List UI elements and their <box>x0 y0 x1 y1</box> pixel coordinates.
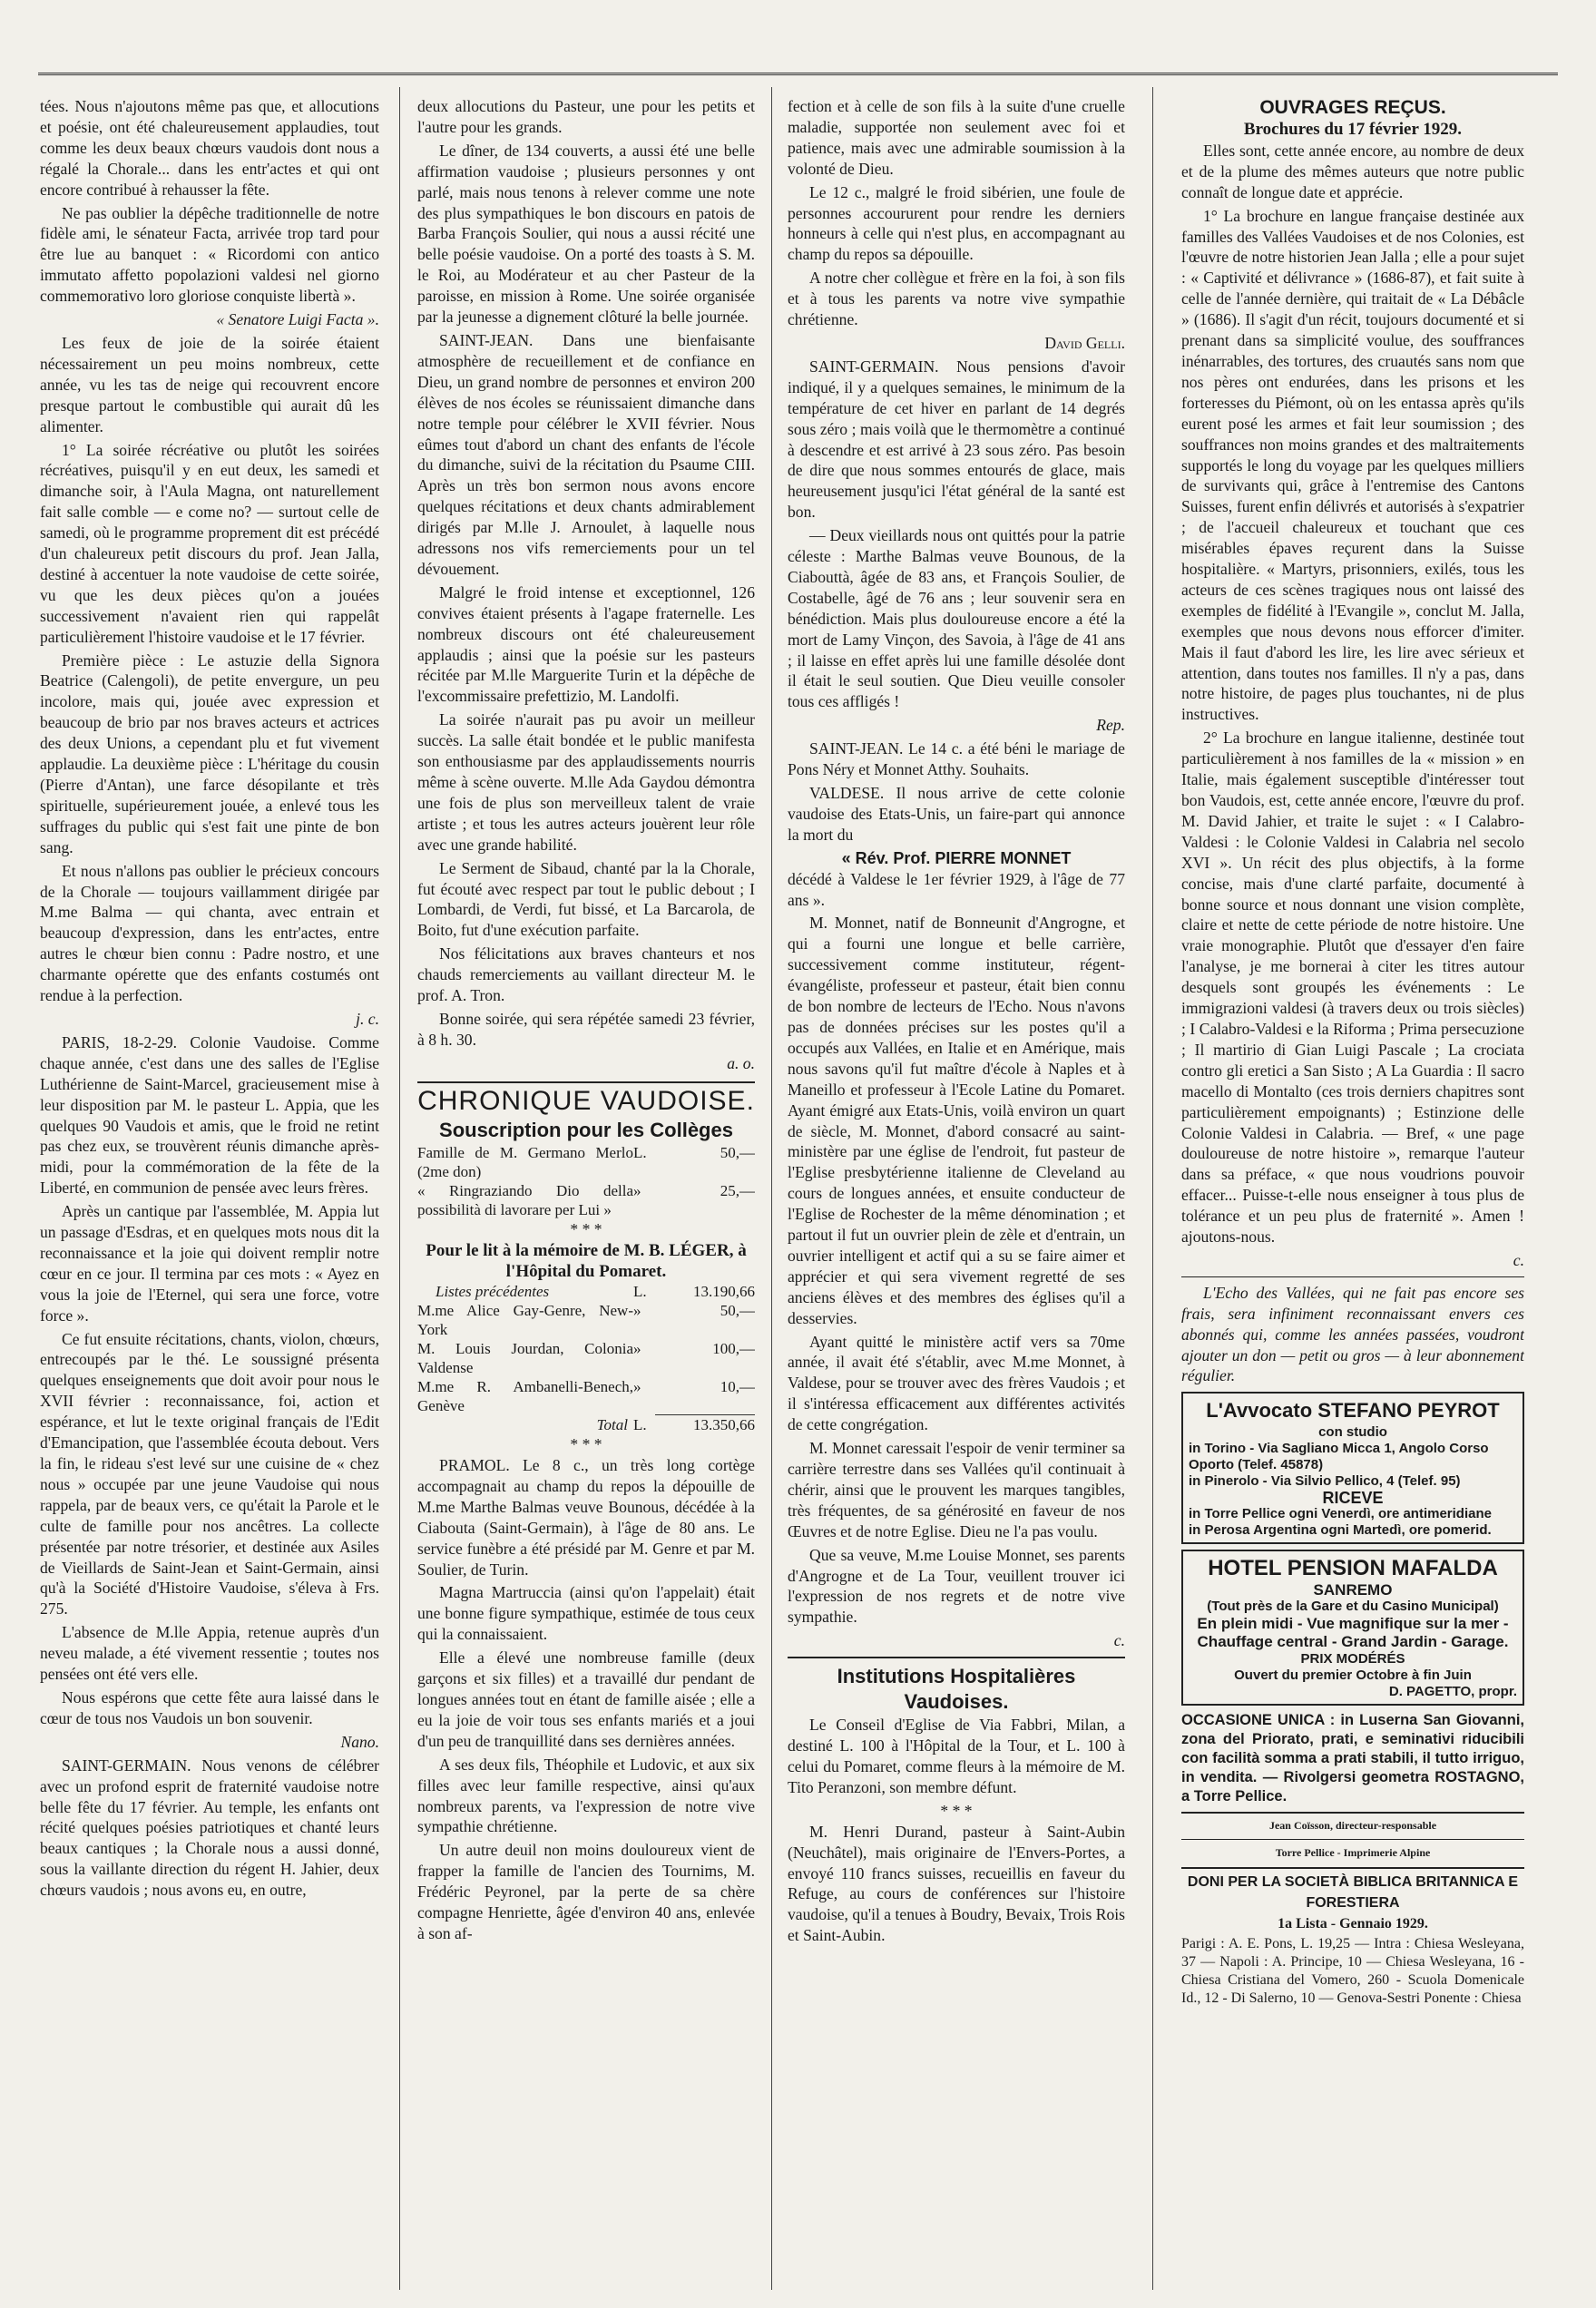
paragraph: Que sa veuve, M.me Louise Monnet, ses parents d'Angrogne et de La Tour, veuillent trouver ici l'expression de nos regrets et de notre vive sympathie. <box>788 1545 1125 1627</box>
paragraph: deux allocutions du Pasteur, une pour les petits et l'autre pour les grands. <box>417 97 755 136</box>
column-rule <box>399 87 400 2290</box>
paragraph: VALDESE. Il nous arrive de cette colonie vaudoise des Etats-Unis, un faire-part qui annonce la mort du <box>788 784 1125 844</box>
paragraph: Un autre deuil non moins douloureux vient de frapper la famille de l'ancien des Tournims, M. Frédéric Peyronel, par la perte de sa chère compagne Henriette, âgée d'environ 40 ans, enlevée à son af- <box>417 1841 755 1942</box>
paragraph: A notre cher collègue et frère en la foi, à son fils et à tous les parents va notre vive sympathie chrétienne. <box>788 269 1125 329</box>
paragraph: Le dîner, de 134 couverts, a aussi été une belle affirmation vaudoise ; plusieurs personnes y ont parlé, mais nous tenons à relever comme une note des plus sympathiques le bon discours en patois de Barba François Soulier, qui nous a aussi récité une belle poésie vaudoise. On a porté des toasts à S. M. le Roi, au Modérateur et au cher Pasteur de la paroisse, en mission à Rome. Une soirée organisée par la jeunesse a dignement clôturé la belle journée. <box>417 141 755 327</box>
separator-stars: * * * <box>570 1435 602 1454</box>
table-row: « Ringraziando Dio della possibilità di lavorare per Lui » » 25,— <box>417 1181 755 1218</box>
signature: a. o. <box>727 1053 755 1072</box>
table-row: M.me R. Ambanelli-Benech, Genève » 10,— <box>417 1377 755 1414</box>
section-title: CHRONIQUE VAUDOISE. <box>417 1085 755 1116</box>
subsection-title: 1a Lista - Gennaio 1929. <box>1278 1916 1428 1931</box>
section-rule <box>788 1657 1125 1658</box>
table-row: M. Louis Jourdan, Colonia Valdense » 100,— <box>417 1339 755 1376</box>
paragraph: SAINT-JEAN. Dans une bienfaisante atmosphère de recueillement et de confiance en Dieu, un grand nombre de personnes et environ 200 élèves de nos écoles se réunissaient dimanche dans notre temple pour célébrer le XVII février. Nous eûmes tout d'abord un chant des enfants de l'école du dimanche, suivi de la récitation du Psaume CIII. Après un très bon sermon nous avons encore quelques récitations et deux chants admirablement dirigés par M.lle J. Arnoulet, à laquelle nous adressons nos vifs remerciements pour un tel dévouement. <box>417 330 755 578</box>
paragraph: Première pièce : Le astuzie della Signora Beatrice (Calengoli), de petite envergure, un peu incolore, mais qui, jouée avec expression et beaucoup de brio par nos braves acteurs et actrices des deux Unions, a cependant plu et fut vivement applaudie. La deuxième pièce : L'héritage du cousin (Pierre d'Antan), une farce désopilante et très spirituelle, supérieurement jouée, a enlevé tous les suffrages du public qui s'est fait une pinte de bon sang. <box>40 650 379 856</box>
paragraph: Ne pas oublier la dépêche traditionnelle de notre fidèle ami, le sénateur Facta, arrivée trop tard pour être lue au banquet : « Ricordomi con antico immutato affetto popolazioni valdesi nel giorno commemorativo loro gloriose conquiste libertà ». <box>40 203 379 306</box>
column-3 <box>788 96 1125 2292</box>
signature: « Senatore Luigi Facta ». <box>216 310 379 329</box>
column-2 <box>417 96 755 2292</box>
signature: David Gelli. <box>1044 333 1125 352</box>
subscription-table <box>417 1282 755 1435</box>
paragraph: 2° La brochure en langue italienne, destinée tout particulièrement à nos familles de la « mission » en Italie, mais également susceptible d'intéresser tout bon Vaudois, est, cette année encore, l'œuvre du prof. M. David Jahier, et traite le sujet : « I Calabro-Valdesi : le Colonie Valdesi in Calabria nel secolo XVI ». Un récit des plus objectifs, à la forme concise, mais d'une clarté parfaite, documenté à bonne source et nous donnant une vision complète, claire et nette de cette période de notre histoire. Une vraie monographie. Plutôt que d'essayer d'en faire l'analyse, je me bornerai à citer les titres autour desquels sont groupés les événements : Le immigrazioni valdesi (à travers deux ou trois siècles) ; I Calabro-Valdesi e la Riforma ; Prima persecuzione ; Il martirio di Gian Luigi Pascale ; La crociata contro gli eretici a San Sisto ; A La Guardia : Il sacro macello di Montalto (ces trois derniers chapitres sont particulièrement empoignants) ; Estinzione delle Colonie Valdesi in Calabria. — Bref, « une page douloureuse de notre histoire », remarque l'auteur dans sa préface, « que nous voudrions pouvoir effacer... Puisse-t-elle nous enseigner à tous plus de tolérance et un peu plus de fraternité ». Amen ! ajoutons-nous. <box>1181 729 1524 1247</box>
paragraph: L'Echo des Vallées, qui ne fait pas encore ses frais, sera infiniment reconnaissant envers ces abonnés qui, comme les années passées, voudront ajouter un don — petit ou gros — à leur abonnement régulier. <box>1181 1283 1524 1385</box>
paragraph: fection et à celle de son fils à la suite d'une cruelle maladie, supportée non seulement avec foi et patience, mais avec une admirable soumission à la volonté de Dieu. <box>788 97 1125 178</box>
paragraph: Le 12 c., malgré le froid sibérien, une foule de personnes accoururent pour rendre les derniers honneurs à celle qui n'est plus, en accompagnant au champ du repos sa dépouille. <box>788 182 1125 264</box>
section-rule <box>1181 1867 1524 1869</box>
signature: c. <box>1513 1250 1524 1269</box>
advertisement: HOTEL PENSION MAFALDA SANREMO (Tout près de la Gare et du Casino Municipal) En plein midi - Vue magnifique sur la mer - Chauffage central - Grand Jardin - Garage. PRIX MODÉRÉS Ouvert du premier Octobre à fin Juin D. PAGETTO, propr. <box>1181 1550 1524 1706</box>
section-title: Institutions Hospitalières Vaudoises. <box>837 1665 1076 1714</box>
paragraph: 1° La brochure en langue française destinée aux familles des Vallées Vaudoises et de nos Colonies, est l'œuvre de notre historien Jean Jalla ; elle a pour sujet : « Captivité et délivrance » (1686-87), et fait suite à celle de l'année dernière, qui traitait de « La Débâcle » (1686). Il s'agit d'un récit, toujours documenté et si prenant dans sa simplicité voulue, des souffrances inénarrables, des tortures, des cruautés sans nom que nos pères ont endurées, dans les prisons et les forteresses du Piémont, où on les entassa après qu'ils eurent posé les armes et fait leur soumission ; des souffrances non moins grandes et des maltraitements supportés le long du voyage par les quelques milliers de survivants qui, grâce à l'entremise des Cantons Suisses, furent enfin délivrés et autorisés à s'expatrier ; de l'accueil chaleureux et touchant que ces misérables épaves reçurent dans la Suisse hospitalière. « Martyrs, prisonniers, exilés, tous les acteurs de ces scènes tragiques nous ont laissé des exemples de fidélité à l'Evangile », conclut M. Jalla, exemples que nous devons nous efforcer d'imiter. Mais il faut d'abord les lire, les lire avec sérieux et attention, dans toutes nos familles. Il n'y a pas, dans notre histoire, de pages plus touchantes, ni de plus instructives. <box>1181 206 1524 724</box>
subscription-table <box>417 1143 755 1219</box>
paragraph: Malgré le froid intense et exceptionnel, 126 convives étaient présents à l'agape fraternelle. Les nombreux discours ont été chaleureusement applaudis ; ainsi que la poésie sur les pasteurs récitée par M.lle Marguerite Turin et la dépêche de l'excommissaire prefettizio, M. Landolfi. <box>417 582 755 706</box>
column-1 <box>40 96 379 2292</box>
paragraph: PRAMOL. Le 8 c., un très long cortège accompagnait au champ du repos la dépouille de M.me Marthe Balmas veuve Bounous, décédée à la Ciabouta (Saint-Germain), à l'âge de 80 ans. Le service funèbre a été présidé par M. Genre et par M. Soulier, de Turin. <box>417 1456 755 1579</box>
table-row: Listes précédentes L. 13.190,66 <box>436 1282 755 1300</box>
paragraph: tées. Nous n'ajoutons même pas que, et allocutions et poésie, ont été chaleureusement applaudies, tout comme les deux beaux chœurs vaudois dont nous a régalé la Chorale... dans les entr'actes et qui ont encore contribué à rehausser la fête. <box>40 97 379 199</box>
paragraph: Ayant quitté le ministère actif vers sa 70me année, il avait été s'établir, avec M.me Monnet, à Valdese, pour se trouver avec des frères Vaudois ; et il s'intéressa efficacement aux différentes activités de cette congrégation. <box>788 1332 1125 1434</box>
table-row: Famille de M. Germano Merlo (2me don) L. 50,— <box>417 1143 755 1180</box>
column-4 <box>1181 96 1524 2292</box>
subsection-title: Souscription pour les Collèges <box>439 1118 733 1141</box>
section-rule <box>1181 1839 1524 1840</box>
column-rule <box>1152 87 1153 2290</box>
section-rule <box>1181 1812 1524 1814</box>
obituary-title: « Rév. Prof. PIERRE MONNET <box>841 848 1072 867</box>
paragraph: Le Conseil d'Eglise de Via Fabbri, Milan, a destiné L. 100 à l'Hôpital de la Tour, et L. 100 à celui du Pomaret, comme fleurs à la mémoire de M. Tito Peranzoni, son membre défunt. <box>788 1716 1125 1796</box>
classified-ad: OCCASIONE UNICA : in Luserna San Giovanni, zona del Priorato, prati, e seminativi riducibili con facilità somma a prati stabili, il tutto irriguo, in vendita. — Rivolgersi geometra ROSTAGNO, a Torre Pellice. <box>1181 1712 1524 1805</box>
paragraph: SAINT-GERMAIN. Nous venons de célébrer avec un profond esprit de fraternité vaudoise notre belle fête du 17 février. Au temple, les enfants ont récité quelques poésies patriotiques et chanté leurs beaux cantiques ; la Chorale nous a aussi donné, sous la vaillante direction du régent H. Jahier, deux chœurs vaudois ; nous avons eu, en outre, <box>40 1755 379 1900</box>
signature: Rep. <box>1096 716 1125 735</box>
ad-title: L'Avvocato STEFANO PEYROT <box>1206 1399 1500 1423</box>
top-rule <box>38 73 1558 75</box>
section-title: DONI PER LA SOCIETÀ BIBLICA BRITANNICA E FORESTIERA <box>1187 1874 1519 1912</box>
signature: Nano. <box>340 1732 379 1751</box>
separator-stars: * * * <box>940 1801 973 1820</box>
paragraph: Parigi : A. E. Pons, L. 19,25 — Intra : Chiesa Wesleyana, 37 — Napoli : A. Principe, 10 — Chiesa Wesleyana, 16 - Chiesa Cristiana del Vomero, 260 - Scuola Domenicale Id., 12 - Di Salerno, 10 — Genova-Sestri Ponente : Chiesa <box>1181 1935 1524 2006</box>
paragraph: L'absence de M.lle Appia, retenue auprès d'un neveu malade, a été vivement ressentie ; toutes nos pensées ont été vers elle. <box>40 1623 379 1684</box>
paragraph: PARIS, 18-2-29. Colonie Vaudoise. Comme chaque année, c'est dans une des salles de l'Eglise Luthérienne de Saint-Marcel, gracieusement mise à leur disposition par M. le pasteur L. Appia, que les quelques 90 Vaudois et amis, que le froid ne retint pas chez eux, se trouvèrent réunis dimanche après-midi, pour la commémoration de la fête de la Liberté, en communion de pensée avec leurs frères. <box>40 1032 379 1198</box>
paragraph: Magna Martruccia (ainsi qu'on l'appelait) était une bonne figure sympathique, estimée de tous ceux qui la connaissaient. <box>417 1583 755 1644</box>
table-row: M.me Alice Gay-Genre, New-York » 50,— <box>417 1301 755 1338</box>
advertisement: L'Avvocato STEFANO PEYROT con studio in Torino - Via Sagliano Micca 1, Angolo Corso Oporto (Telef. 45878) in Pinerolo - Via Silvio Pellico, 4 (Telef. 95) RICEVE in Torre Pellice ogni Venerdì, ore antimeridiane in Perosa Argentina ogni Martedì, ore pomerid. <box>1181 1392 1524 1544</box>
signature: c. <box>1113 1631 1125 1650</box>
paragraph: Bonne soirée, qui sera répétée samedi 23 février, à 8 h. 30. <box>417 1009 755 1049</box>
ad-title: HOTEL PENSION MAFALDA <box>1208 1556 1498 1581</box>
section-rule <box>417 1081 755 1083</box>
separator-stars: * * * <box>570 1219 602 1238</box>
paragraph: Nos félicitations aux braves chanteurs et nos chauds remerciements au vaillant directeur M. le prof. A. Tron. <box>417 944 755 1005</box>
paragraph: décédé à Valdese le 1er février 1929, à l'âge de 77 ans ». <box>788 869 1125 909</box>
paragraph: Nous espérons que cette fête aura laissé dans le cœur de tous nos Vaudois un bon souvenir. <box>40 1687 379 1727</box>
subsection-title: Brochures du 17 février 1929. <box>1243 120 1463 139</box>
paragraph: Elles sont, cette année encore, au nombre de deux et de la plume des mêmes auteurs que notre public connaît de longue date et apprécie. <box>1181 141 1524 201</box>
subsection-title: Pour le lit à la mémoire de M. B. LÉGER, à l'Hôpital du Pomaret. <box>426 1240 747 1281</box>
signature: j. c. <box>356 1009 379 1028</box>
section-title: OUVRAGES REÇUS. <box>1259 97 1446 118</box>
total-row: Total L. 13.350,66 <box>596 1415 755 1434</box>
imprint: Jean Coïsson, directeur-responsable <box>1268 1819 1437 1833</box>
paragraph: Elle a élevé une nombreuse famille (deux garçons et six filles) et a travaillé dur pendant de longues années tout en étant de famille aisée ; elle a eu la joie de voir tous ses enfants mariés et a joui d'un peu de tranquillité dans ses dernières années. <box>417 1648 755 1750</box>
column-rule <box>771 87 772 2290</box>
paragraph: SAINT-JEAN. Le 14 c. a été béni le mariage de Pons Néry et Monnet Atthy. Souhaits. <box>788 739 1125 779</box>
paragraph: Et nous n'allons pas oublier le précieux concours de la Chorale — toujours vaillamment dirigée par M.me Balma — qui chanta, avec entrain et beaucoup d'expression, dans les entr'actes, entre autres le chœur bien connu : Padre nostro, et une charmante opérette que des enfants costumés ont rendue à la perfection. <box>40 861 379 1005</box>
paragraph: Le Serment de Sibaud, chanté par la la Chorale, fut écouté avec respect par tout le public debout ; I Lombardi, de Verdi, fut bissé, et La Barcarola, de Boito, fut d'une exécution parfaite. <box>417 858 755 940</box>
paragraph: — Deux vieillards nous ont quittés pour la patrie céleste : Marthe Balmas veuve Bounous, de la Ciabouttà, âgée de 83 ans, et François Soulier, de Costabelle, âgé de 76 ans ; leur souvenir sera en bénédiction. Mais plus douloureuse encore a été la mort de Lamy Vinçon, des Savoia, à l'âge de 41 ans ; il laisse en effet après lui une famille désolée dont il était le seul soutien. Que Dieu veuille consoler tous ces affligés ! <box>788 526 1125 711</box>
paragraph: Les feux de joie de la soirée étaient nécessairement un peu moins nombreux, cette année, vu les tas de neige qui recouvrent encore presque partout le combustible qui aurait dû les alimenter. <box>40 333 379 435</box>
paragraph: M. Monnet, natif de Bonneunit d'Angrogne, et qui a fourni une longue et belle carrière, successivement comme instituteur, régent-évangéliste, professeur et pasteur, était bien connu de bon nombre de lecteurs de l'Echo. Nous n'avons pas de données précises sur les postes qu'il a occupés aux Vallées, en Italie et en Amérique, mais nous savons qu'il fut maître d'école à Naples et à Maneillo et professeur à l'Ecole Latine du Pomaret. Ayant émigré aux Etats-Unis, voilà environ un quart de siècle, M. Monnet, d'abord consacré au saint-ministère par une église de l'endroit, fut pasteur de l'Eglise presbytérienne italienne de Cleveland au cours de longues années, et ensuite conducteur de l'Eglise de Rochester de la même dénomination ; et partout il fut un ouvrier plein de zèle et d'entrain, un ouvrier intelligent et actif qui a su se faire aimer et apprécier et qui sera vivement regretté de ses anciens élèves et des membres des églises qu'il a desservies. <box>788 914 1125 1327</box>
paragraph: M. Henri Durand, pasteur à Saint-Aubin (Neuchâtel), mais originaire de l'Envers-Portes, a envoyé 110 francs suisses, recueillis en faveur du Refuge, au cours de conférences sur l'histoire vaudoise, qu'il a tenues à Boudry, Bevaix, Trois Rois et Saint-Aubin. <box>788 1822 1125 1945</box>
paragraph: A ses deux fils, Théophile et Ludovic, et aux six filles avec leur famille respective, ainsi qu'aux nombreux parents, va l'expression de notre vive sympathie chrétienne. <box>417 1755 755 1836</box>
paragraph: Après un cantique par l'assemblée, M. Appia lut un passage d'Esdras, et en quelques mots nous dit la reconnaissance et la joie qui doivent remplir notre cœur en ce jour. Il termina par ces mots : « Ayez en vous la joie de l'Eternel, qui sera une force, votre force ». <box>40 1202 379 1325</box>
paragraph: 1° La soirée récréative ou plutôt les soirées récréatives, puisqu'il y en eut deux, les samedi et dimanche soir, à l'Aula Magna, ont naturellement fait salle comble — e come no? — surtout celle de samedi, où le programme proprement dit est précédé d'un chaleureux petit discours du prof. Jean Jalla, destiné à accentuer la note vaudoise de cette soirée, vu que les deux pièces qu'on a jouées successivement n'avaient rien qui rappelât particulièrement l'histoire vaudoise et le 17 février. <box>40 440 379 646</box>
paragraph: La soirée n'aurait pas pu avoir un meilleur succès. La salle était bondée et le public manifesta son enthousiasme par des applaudissements nourris même à scène ouverte. M.lle Ada Gaydou démontra une fois de plus son merveilleux talent de vraie artiste ; et tous les autres acteurs jouèrent leur rôle avec une grande habilité. <box>417 710 755 854</box>
paragraph: SAINT-GERMAIN. Nous pensions d'avoir indiqué, il y a quelques semaines, le minimum de la température de cet hiver en parlant de 14 degrés sous zéro ; mais voilà que le thermomètre a continué à descendre et est arrivé à 23 sous zéro. Pas besoin de dire que nous sommes entourés de glace, mais heureusement jusqu'ici l'état général de la santé est bon. <box>788 357 1125 522</box>
imprint: Torre Pellice - Imprimerie Alpine <box>1275 1846 1431 1860</box>
paragraph: M. Monnet caressait l'espoir de venir terminer sa carrière terrestre dans ses Vallées qu'il continuait à chérir, ainsi que le prouvent les marques tangibles, très fréquentes, de sa générosité en faveur de nos Œuvres et de notre Eglise. Dieu ne l'a pas voulu. <box>788 1439 1125 1540</box>
paragraph: Ce fut ensuite récitations, chants, violon, chœurs, entrecoupés par le thé. Le soussigné présenta quelques enseignements que doit avoir pour nous le XVII février : reconnaissance, foi, action et espérance, et lut le texte original français de l'Edit d'Emancipation, que l'assemblée écouta debout. Vers la fin, le rideau s'est levé sur une cuisine de « chez nous » occupée par une jeune Vaudoise qui nous rappela, par de beaux vers, ce qu'était la Parole et le culte de famille pour nos ancêtres. La collecte présentée par notre trésorier, et destinée aux Asiles de Vieillards de Saint-Jean et Saint-Germain, ainsi qu'à la Société d'Histoire Vaudoise, s'éleva à Frs. 275. <box>40 1329 379 1619</box>
section-rule <box>1181 1276 1524 1277</box>
